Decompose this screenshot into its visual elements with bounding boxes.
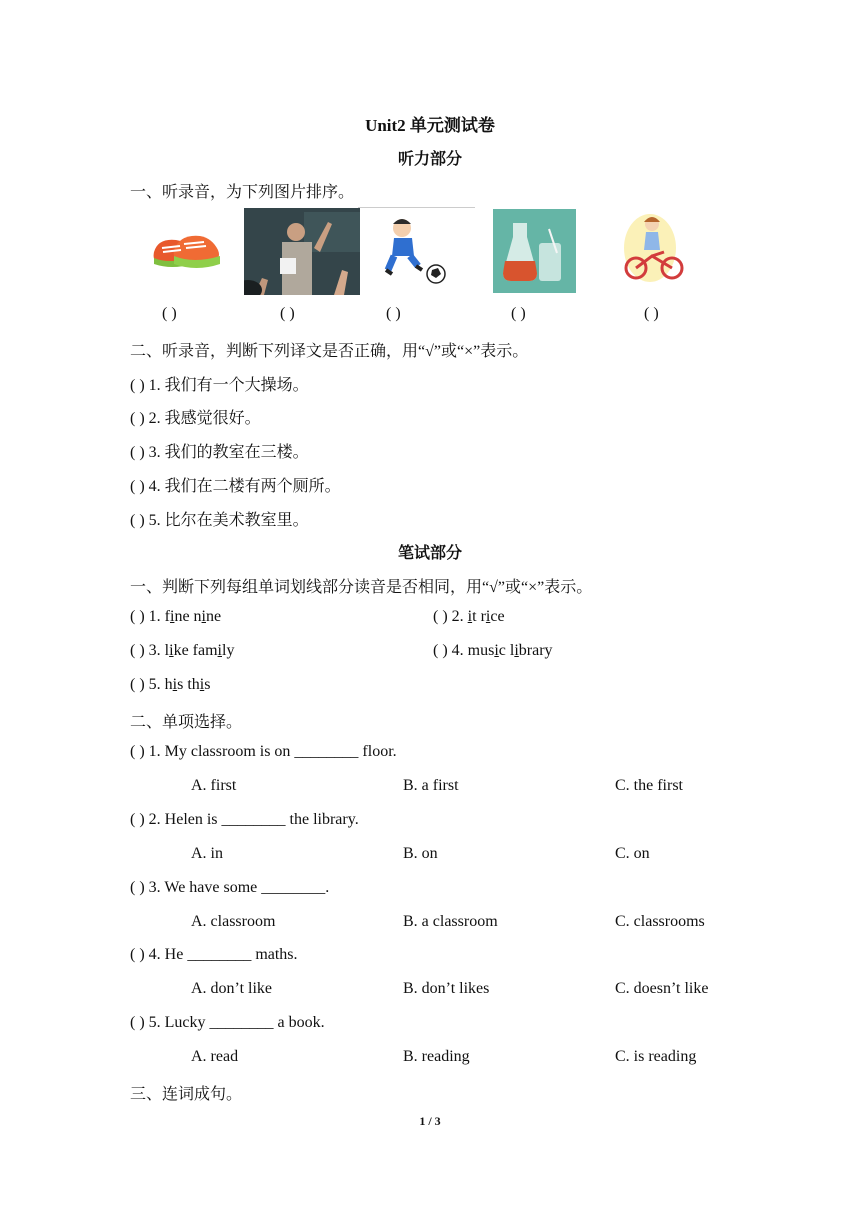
answer-blank[interactable]: ( ) bbox=[433, 642, 448, 659]
sneakers-icon bbox=[148, 222, 226, 278]
word: it bbox=[467, 608, 477, 625]
question-stem-2: ( ) 2. Helen is ________ the library. bbox=[130, 811, 359, 828]
answer-blank[interactable]: ( ) bbox=[130, 946, 145, 963]
lab-flask-icon bbox=[493, 209, 576, 293]
word: rice bbox=[480, 608, 505, 625]
word: fine bbox=[164, 608, 190, 625]
answer-blank[interactable]: ( ) bbox=[130, 478, 145, 495]
list-item: ( ) 1. 我们有一个大操场。 bbox=[130, 377, 309, 394]
picture-answer-4[interactable]: ( ) bbox=[511, 305, 526, 322]
list-item: ( ) 2. 我感觉很好。 bbox=[130, 410, 261, 427]
option-b[interactable]: B. on bbox=[403, 845, 438, 862]
answer-blank[interactable]: ( ) bbox=[130, 1014, 145, 1031]
page-title: Unit2 单元测试卷 bbox=[365, 116, 495, 135]
option-c[interactable]: C. the first bbox=[615, 777, 683, 794]
option-b[interactable]: B. don’t likes bbox=[403, 980, 490, 997]
answer-blank[interactable]: ( ) bbox=[130, 444, 145, 461]
writing-part3-heading: 三、连词成句。 bbox=[130, 1086, 243, 1103]
answer-blank[interactable]: ( ) bbox=[130, 608, 145, 625]
option-a[interactable]: A. don’t like bbox=[191, 980, 273, 997]
phonics-item-5: ( ) 5. his this bbox=[130, 676, 211, 693]
answer-blank[interactable]: ( ) bbox=[130, 512, 145, 529]
option-a[interactable]: A. in bbox=[191, 845, 223, 862]
writing-part2-heading: 二、单项选择。 bbox=[130, 714, 243, 731]
word: nine bbox=[193, 608, 222, 625]
answer-blank[interactable]: ( ) bbox=[130, 410, 145, 427]
girl-bicycle-icon bbox=[622, 212, 686, 286]
teacher-classroom-photo bbox=[244, 208, 360, 295]
picture-answer-5[interactable]: ( ) bbox=[644, 305, 659, 322]
list-item: ( ) 3. 我们的教室在三楼。 bbox=[130, 444, 309, 461]
answer-blank[interactable]: ( ) bbox=[433, 608, 448, 625]
phonics-item-3: ( ) 3. like family bbox=[130, 642, 235, 659]
answer-blank[interactable]: ( ) bbox=[130, 642, 145, 659]
page-number: 1 / 3 bbox=[419, 1114, 441, 1128]
option-c[interactable]: C. doesn’t like bbox=[615, 980, 709, 997]
word: family bbox=[192, 642, 235, 659]
writing-part1-heading: 一、判断下列每组单词划线部分读音是否相同，用“√”或“×”表示。 bbox=[130, 579, 593, 596]
listening-section-title: 听力部分 bbox=[397, 151, 462, 168]
word: his bbox=[164, 676, 184, 693]
listening-part1-heading: 一、听录音，为下列图片排序。 bbox=[130, 184, 355, 201]
option-c[interactable]: C. on bbox=[615, 845, 650, 862]
option-a[interactable]: A. classroom bbox=[191, 913, 276, 930]
phonics-item-4: ( ) 4. music library bbox=[433, 642, 553, 659]
answer-blank[interactable]: ( ) bbox=[130, 676, 145, 693]
phonics-item-1: ( ) 1. fine nine bbox=[130, 608, 222, 625]
phonics-item-2: ( ) 2. it rice bbox=[433, 608, 505, 625]
question-stem-4: ( ) 4. He ________ maths. bbox=[130, 946, 298, 963]
word: library bbox=[509, 642, 553, 659]
writing-section-title: 笔试部分 bbox=[397, 545, 462, 562]
option-c[interactable]: C. is reading bbox=[615, 1048, 697, 1065]
listening-part2-heading: 二、听录音，判断下列译文是否正确，用“√”或“×”表示。 bbox=[130, 343, 529, 360]
option-b[interactable]: B. reading bbox=[403, 1048, 470, 1065]
question-stem-3: ( ) 3. We have some ________. bbox=[130, 879, 330, 896]
word: music bbox=[467, 642, 506, 659]
picture-answer-1[interactable]: ( ) bbox=[162, 305, 177, 322]
list-item: ( ) 5. 比尔在美术教室里。 bbox=[130, 512, 309, 529]
option-b[interactable]: B. a first bbox=[403, 777, 459, 794]
picture-answer-2[interactable]: ( ) bbox=[280, 305, 295, 322]
question-stem-1: ( ) 1. My classroom is on ________ floor. bbox=[130, 743, 397, 760]
answer-blank[interactable]: ( ) bbox=[130, 377, 145, 394]
picture-answer-3[interactable]: ( ) bbox=[386, 305, 401, 322]
answer-blank[interactable]: ( ) bbox=[130, 879, 145, 896]
option-c[interactable]: C. classrooms bbox=[615, 913, 705, 930]
answer-blank[interactable]: ( ) bbox=[130, 811, 145, 828]
option-b[interactable]: B. a classroom bbox=[403, 913, 498, 930]
question-stem-5: ( ) 5. Lucky ________ a book. bbox=[130, 1014, 325, 1031]
option-a[interactable]: A. first bbox=[191, 777, 237, 794]
option-a[interactable]: A. read bbox=[191, 1048, 239, 1065]
word: this bbox=[187, 676, 211, 693]
answer-blank[interactable]: ( ) bbox=[130, 743, 145, 760]
boy-soccer-icon bbox=[358, 207, 475, 290]
word: like bbox=[164, 642, 189, 659]
list-item: ( ) 4. 我们在二楼有两个厕所。 bbox=[130, 478, 341, 495]
